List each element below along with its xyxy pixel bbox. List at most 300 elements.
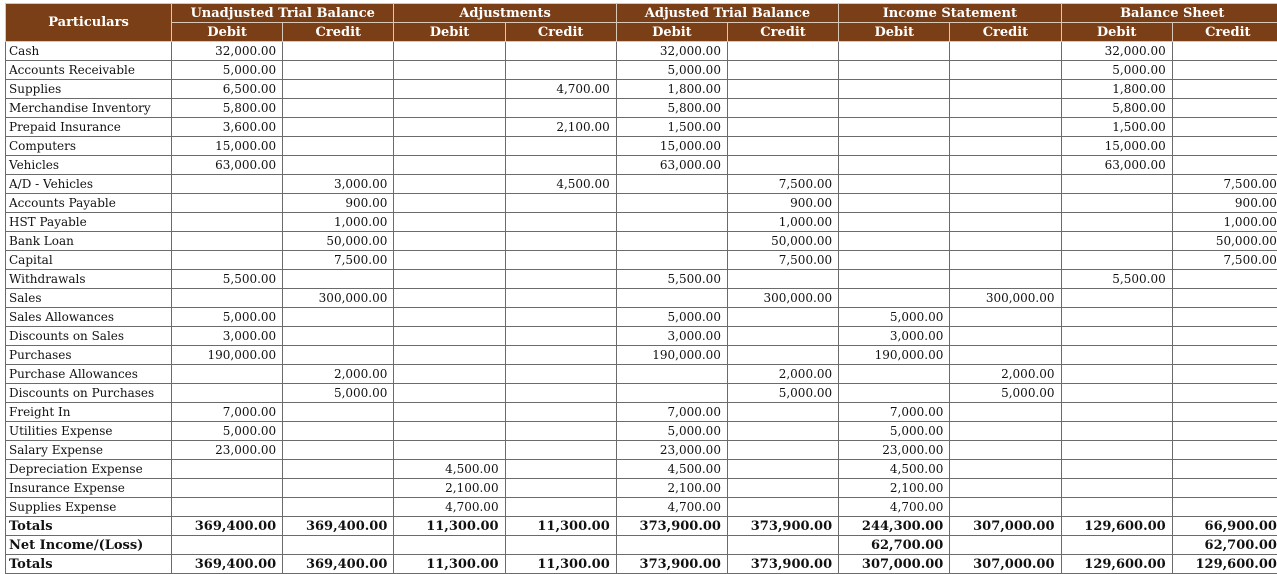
debit-amount-cell xyxy=(839,42,950,61)
debit-amount-cell: 15,000.00 xyxy=(172,137,283,156)
debit-amount-cell: 369,400.00 xyxy=(172,555,283,574)
debit-amount-cell: 5,000.00 xyxy=(616,422,727,441)
debit-amount-cell xyxy=(394,365,505,384)
debit-amount-cell xyxy=(394,308,505,327)
account-name-cell: Discounts on Sales xyxy=(6,327,172,346)
credit-amount-cell xyxy=(283,327,394,346)
credit-amount-cell xyxy=(505,308,616,327)
credit-amount-cell xyxy=(727,61,838,80)
credit-amount-cell xyxy=(950,536,1061,555)
credit-header: Credit xyxy=(1172,23,1277,42)
credit-amount-cell xyxy=(505,403,616,422)
credit-amount-cell: 1,000.00 xyxy=(1172,213,1277,232)
debit-amount-cell xyxy=(172,194,283,213)
debit-amount-cell xyxy=(616,365,727,384)
account-name-cell: Accounts Payable xyxy=(6,194,172,213)
debit-amount-cell xyxy=(394,384,505,403)
credit-amount-cell xyxy=(1172,156,1277,175)
table-row xyxy=(6,175,1277,194)
debit-amount-cell: 7,000.00 xyxy=(616,403,727,422)
debit-amount-cell: 5,800.00 xyxy=(616,99,727,118)
debit-amount-cell xyxy=(394,536,505,555)
debit-amount-cell xyxy=(172,460,283,479)
credit-amount-cell xyxy=(283,441,394,460)
credit-amount-cell xyxy=(1172,270,1277,289)
credit-amount-cell xyxy=(283,42,394,61)
debit-amount-cell xyxy=(1061,441,1172,460)
debit-amount-cell xyxy=(394,251,505,270)
debit-amount-cell: 4,500.00 xyxy=(394,460,505,479)
credit-amount-cell: 7,500.00 xyxy=(283,251,394,270)
credit-amount-cell xyxy=(1172,365,1277,384)
credit-amount-cell: 1,000.00 xyxy=(727,213,838,232)
debit-amount-cell: 5,500.00 xyxy=(172,270,283,289)
debit-amount-cell xyxy=(394,99,505,118)
debit-amount-cell: 23,000.00 xyxy=(616,441,727,460)
debit-amount-cell: 5,500.00 xyxy=(616,270,727,289)
debit-amount-cell xyxy=(1061,498,1172,517)
account-name-cell: Utilities Expense xyxy=(6,422,172,441)
credit-amount-cell: 50,000.00 xyxy=(283,232,394,251)
debit-amount-cell: 3,000.00 xyxy=(616,327,727,346)
table-row xyxy=(6,498,1277,517)
debit-amount-cell xyxy=(839,80,950,99)
credit-amount-cell xyxy=(505,498,616,517)
debit-amount-cell xyxy=(839,61,950,80)
debit-amount-cell xyxy=(172,365,283,384)
credit-amount-cell: 373,900.00 xyxy=(727,555,838,574)
credit-amount-cell xyxy=(505,137,616,156)
credit-amount-cell: 5,000.00 xyxy=(283,384,394,403)
debit-amount-cell xyxy=(172,251,283,270)
debit-amount-cell: 5,000.00 xyxy=(172,422,283,441)
table-row xyxy=(6,441,1277,460)
debit-amount-cell xyxy=(1061,536,1172,555)
credit-amount-cell: 900.00 xyxy=(283,194,394,213)
credit-amount-cell xyxy=(283,536,394,555)
credit-amount-cell xyxy=(283,422,394,441)
debit-amount-cell xyxy=(394,232,505,251)
debit-amount-cell: 63,000.00 xyxy=(1061,156,1172,175)
debit-amount-cell xyxy=(172,175,283,194)
credit-header: Credit xyxy=(727,23,838,42)
credit-amount-cell xyxy=(283,137,394,156)
table-row xyxy=(6,346,1277,365)
account-name-cell: Cash xyxy=(6,42,172,61)
debit-amount-cell xyxy=(394,289,505,308)
credit-amount-cell xyxy=(505,232,616,251)
credit-amount-cell xyxy=(1172,327,1277,346)
credit-amount-cell xyxy=(505,213,616,232)
credit-amount-cell xyxy=(727,422,838,441)
debit-amount-cell: 2,100.00 xyxy=(394,479,505,498)
account-name-cell: Withdrawals xyxy=(6,270,172,289)
debit-amount-cell xyxy=(616,213,727,232)
account-name-cell: Totals xyxy=(6,555,172,574)
credit-amount-cell: 307,000.00 xyxy=(950,555,1061,574)
debit-amount-cell: 1,500.00 xyxy=(616,118,727,137)
debit-amount-cell: 11,300.00 xyxy=(394,555,505,574)
totals-row xyxy=(6,536,1277,555)
account-name-cell: Capital xyxy=(6,251,172,270)
table-row xyxy=(6,251,1277,270)
debit-amount-cell xyxy=(1061,422,1172,441)
credit-amount-cell xyxy=(727,327,838,346)
debit-amount-cell xyxy=(616,175,727,194)
credit-amount-cell: 300,000.00 xyxy=(283,289,394,308)
debit-amount-cell xyxy=(394,422,505,441)
account-name-cell: Discounts on Purchases xyxy=(6,384,172,403)
debit-amount-cell: 3,600.00 xyxy=(172,118,283,137)
credit-amount-cell xyxy=(505,194,616,213)
account-name-cell: Supplies Expense xyxy=(6,498,172,517)
credit-amount-cell xyxy=(283,308,394,327)
table-row xyxy=(6,270,1277,289)
debit-amount-cell xyxy=(394,403,505,422)
account-name-cell: Bank Loan xyxy=(6,232,172,251)
credit-amount-cell xyxy=(950,99,1061,118)
debit-amount-cell: 4,700.00 xyxy=(394,498,505,517)
credit-amount-cell xyxy=(1172,441,1277,460)
debit-amount-cell: 1,500.00 xyxy=(1061,118,1172,137)
debit-amount-cell: 23,000.00 xyxy=(839,441,950,460)
credit-amount-cell xyxy=(505,441,616,460)
debit-header: Debit xyxy=(394,23,505,42)
credit-amount-cell: 307,000.00 xyxy=(950,517,1061,536)
debit-amount-cell: 5,800.00 xyxy=(172,99,283,118)
account-name-cell: Computers xyxy=(6,137,172,156)
debit-header: Debit xyxy=(172,23,283,42)
worksheet-body xyxy=(6,42,1277,574)
credit-amount-cell: 11,300.00 xyxy=(505,517,616,536)
credit-amount-cell xyxy=(727,80,838,99)
debit-amount-cell: 5,000.00 xyxy=(839,308,950,327)
account-name-cell: Insurance Expense xyxy=(6,479,172,498)
debit-amount-cell xyxy=(394,61,505,80)
credit-amount-cell: 11,300.00 xyxy=(505,555,616,574)
credit-amount-cell xyxy=(727,118,838,137)
credit-amount-cell: 2,100.00 xyxy=(505,118,616,137)
debit-amount-cell: 5,000.00 xyxy=(172,61,283,80)
credit-amount-cell: 300,000.00 xyxy=(727,289,838,308)
credit-amount-cell xyxy=(1172,403,1277,422)
credit-amount-cell: 50,000.00 xyxy=(1172,232,1277,251)
credit-amount-cell: 300,000.00 xyxy=(950,289,1061,308)
credit-amount-cell xyxy=(950,194,1061,213)
debit-amount-cell xyxy=(839,156,950,175)
debit-amount-cell: 32,000.00 xyxy=(1061,42,1172,61)
credit-amount-cell xyxy=(727,441,838,460)
debit-amount-cell xyxy=(1061,365,1172,384)
credit-amount-cell xyxy=(727,460,838,479)
credit-amount-cell: 7,500.00 xyxy=(1172,251,1277,270)
debit-amount-cell xyxy=(394,194,505,213)
account-name-cell: Merchandise Inventory xyxy=(6,99,172,118)
account-name-cell: Accounts Receivable xyxy=(6,61,172,80)
debit-amount-cell xyxy=(616,536,727,555)
debit-amount-cell xyxy=(394,441,505,460)
credit-amount-cell: 5,000.00 xyxy=(950,384,1061,403)
table-row xyxy=(6,460,1277,479)
debit-header: Debit xyxy=(839,23,950,42)
credit-amount-cell xyxy=(283,156,394,175)
table-row xyxy=(6,327,1277,346)
debit-amount-cell xyxy=(839,99,950,118)
debit-amount-cell xyxy=(839,384,950,403)
table-row xyxy=(6,308,1277,327)
credit-amount-cell: 4,500.00 xyxy=(505,175,616,194)
credit-amount-cell xyxy=(505,61,616,80)
debit-amount-cell: 62,700.00 xyxy=(839,536,950,555)
debit-amount-cell: 3,000.00 xyxy=(172,327,283,346)
credit-amount-cell xyxy=(950,42,1061,61)
credit-amount-cell xyxy=(505,42,616,61)
credit-amount-cell xyxy=(950,441,1061,460)
credit-amount-cell: 7,500.00 xyxy=(727,175,838,194)
debit-header: Debit xyxy=(1061,23,1172,42)
debit-amount-cell: 32,000.00 xyxy=(172,42,283,61)
debit-amount-cell xyxy=(394,346,505,365)
credit-amount-cell xyxy=(1172,118,1277,137)
debit-amount-cell xyxy=(1061,403,1172,422)
debit-amount-cell xyxy=(839,232,950,251)
table-row xyxy=(6,61,1277,80)
debit-amount-cell: 2,100.00 xyxy=(616,479,727,498)
debit-amount-cell xyxy=(394,118,505,137)
credit-amount-cell xyxy=(1172,42,1277,61)
debit-amount-cell: 3,000.00 xyxy=(839,327,950,346)
account-name-cell: A/D - Vehicles xyxy=(6,175,172,194)
credit-amount-cell xyxy=(505,270,616,289)
table-row xyxy=(6,365,1277,384)
debit-amount-cell: 5,000.00 xyxy=(1061,61,1172,80)
credit-header: Credit xyxy=(283,23,394,42)
debit-amount-cell: 11,300.00 xyxy=(394,517,505,536)
debit-amount-cell: 5,000.00 xyxy=(616,61,727,80)
credit-amount-cell xyxy=(1172,80,1277,99)
credit-amount-cell xyxy=(505,289,616,308)
credit-amount-cell xyxy=(505,346,616,365)
credit-amount-cell xyxy=(950,251,1061,270)
credit-amount-cell: 4,700.00 xyxy=(505,80,616,99)
credit-amount-cell: 373,900.00 xyxy=(727,517,838,536)
debit-amount-cell xyxy=(172,213,283,232)
credit-amount-cell xyxy=(950,213,1061,232)
credit-amount-cell xyxy=(727,99,838,118)
credit-amount-cell xyxy=(950,137,1061,156)
account-name-cell: Purchases xyxy=(6,346,172,365)
credit-amount-cell xyxy=(505,536,616,555)
debit-amount-cell xyxy=(1061,194,1172,213)
credit-amount-cell: 2,000.00 xyxy=(283,365,394,384)
debit-amount-cell: 4,500.00 xyxy=(839,460,950,479)
debit-amount-cell: 4,500.00 xyxy=(616,460,727,479)
credit-amount-cell xyxy=(950,327,1061,346)
credit-amount-cell xyxy=(283,498,394,517)
debit-amount-cell: 190,000.00 xyxy=(616,346,727,365)
group-header-balance-sheet: Balance Sheet xyxy=(1061,4,1277,23)
debit-amount-cell xyxy=(394,175,505,194)
credit-amount-cell xyxy=(505,365,616,384)
debit-amount-cell: 244,300.00 xyxy=(839,517,950,536)
account-name-cell: Freight In xyxy=(6,403,172,422)
particulars-header: Particulars xyxy=(6,4,172,42)
debit-amount-cell xyxy=(172,498,283,517)
debit-amount-cell: 129,600.00 xyxy=(1061,517,1172,536)
debit-amount-cell xyxy=(616,232,727,251)
debit-amount-cell xyxy=(839,289,950,308)
debit-amount-cell xyxy=(394,80,505,99)
credit-amount-cell xyxy=(950,118,1061,137)
debit-amount-cell xyxy=(1061,327,1172,346)
credit-amount-cell xyxy=(727,42,838,61)
debit-amount-cell: 129,600.00 xyxy=(1061,555,1172,574)
credit-amount-cell: 50,000.00 xyxy=(727,232,838,251)
credit-amount-cell xyxy=(283,479,394,498)
credit-amount-cell xyxy=(283,99,394,118)
credit-amount-cell xyxy=(950,61,1061,80)
credit-amount-cell: 900.00 xyxy=(1172,194,1277,213)
debit-amount-cell: 1,800.00 xyxy=(1061,80,1172,99)
credit-amount-cell xyxy=(1172,61,1277,80)
credit-amount-cell xyxy=(1172,384,1277,403)
credit-amount-cell: 2,000.00 xyxy=(727,365,838,384)
debit-amount-cell: 373,900.00 xyxy=(616,517,727,536)
credit-amount-cell xyxy=(727,346,838,365)
debit-amount-cell xyxy=(1061,175,1172,194)
debit-amount-cell xyxy=(839,251,950,270)
credit-amount-cell xyxy=(727,498,838,517)
credit-amount-cell xyxy=(950,232,1061,251)
table-row xyxy=(6,118,1277,137)
credit-amount-cell xyxy=(283,61,394,80)
debit-amount-cell xyxy=(839,175,950,194)
credit-amount-cell xyxy=(950,308,1061,327)
debit-amount-cell xyxy=(1061,479,1172,498)
credit-amount-cell xyxy=(1172,137,1277,156)
table-row xyxy=(6,99,1277,118)
debit-amount-cell: 307,000.00 xyxy=(839,555,950,574)
credit-amount-cell: 369,400.00 xyxy=(283,555,394,574)
debit-amount-cell xyxy=(839,365,950,384)
debit-amount-cell: 190,000.00 xyxy=(172,346,283,365)
credit-amount-cell xyxy=(950,156,1061,175)
credit-amount-cell xyxy=(505,479,616,498)
credit-amount-cell xyxy=(505,99,616,118)
credit-amount-cell xyxy=(283,80,394,99)
debit-amount-cell xyxy=(394,156,505,175)
debit-amount-cell: 7,000.00 xyxy=(839,403,950,422)
debit-amount-cell: 369,400.00 xyxy=(172,517,283,536)
credit-amount-cell xyxy=(505,156,616,175)
credit-amount-cell xyxy=(283,118,394,137)
debit-amount-cell: 63,000.00 xyxy=(172,156,283,175)
credit-amount-cell xyxy=(950,422,1061,441)
credit-amount-cell xyxy=(950,270,1061,289)
table-row xyxy=(6,384,1277,403)
credit-amount-cell xyxy=(950,346,1061,365)
worksheet-table xyxy=(5,3,1277,574)
debit-amount-cell: 6,500.00 xyxy=(172,80,283,99)
debit-amount-cell xyxy=(839,118,950,137)
credit-amount-cell xyxy=(1172,99,1277,118)
credit-amount-cell xyxy=(1172,308,1277,327)
account-name-cell: Totals xyxy=(6,517,172,536)
credit-amount-cell xyxy=(1172,289,1277,308)
credit-amount-cell xyxy=(283,403,394,422)
debit-amount-cell: 190,000.00 xyxy=(839,346,950,365)
debit-amount-cell xyxy=(172,232,283,251)
credit-amount-cell xyxy=(727,156,838,175)
debit-amount-cell: 32,000.00 xyxy=(616,42,727,61)
debit-amount-cell xyxy=(839,137,950,156)
debit-amount-cell xyxy=(616,194,727,213)
table-row xyxy=(6,137,1277,156)
credit-amount-cell xyxy=(950,498,1061,517)
debit-amount-cell xyxy=(1061,213,1172,232)
account-name-cell: Depreciation Expense xyxy=(6,460,172,479)
credit-amount-cell xyxy=(505,251,616,270)
credit-amount-cell xyxy=(727,308,838,327)
debit-amount-cell: 1,800.00 xyxy=(616,80,727,99)
credit-amount-cell: 62,700.00 xyxy=(1172,536,1277,555)
credit-amount-cell xyxy=(950,403,1061,422)
table-row xyxy=(6,403,1277,422)
debit-amount-cell xyxy=(394,213,505,232)
debit-amount-cell xyxy=(616,289,727,308)
account-name-cell: Prepaid Insurance xyxy=(6,118,172,137)
credit-amount-cell xyxy=(283,460,394,479)
debit-amount-cell: 5,500.00 xyxy=(1061,270,1172,289)
debit-amount-cell: 7,000.00 xyxy=(172,403,283,422)
credit-amount-cell: 7,500.00 xyxy=(727,251,838,270)
debit-amount-cell: 5,000.00 xyxy=(616,308,727,327)
account-name-cell: Sales Allowances xyxy=(6,308,172,327)
debit-amount-cell xyxy=(839,194,950,213)
debit-amount-cell xyxy=(172,384,283,403)
debit-amount-cell xyxy=(1061,308,1172,327)
debit-amount-cell xyxy=(1061,384,1172,403)
credit-amount-cell xyxy=(727,536,838,555)
credit-amount-cell xyxy=(1172,479,1277,498)
credit-amount-cell: 129,600.00 xyxy=(1172,555,1277,574)
account-name-cell: Salary Expense xyxy=(6,441,172,460)
credit-amount-cell xyxy=(505,327,616,346)
header-group-row xyxy=(6,4,1277,23)
debit-amount-cell: 23,000.00 xyxy=(172,441,283,460)
credit-amount-cell: 369,400.00 xyxy=(283,517,394,536)
header-debit-credit-row xyxy=(6,23,1277,42)
debit-amount-cell xyxy=(394,327,505,346)
table-row xyxy=(6,156,1277,175)
credit-amount-cell xyxy=(505,422,616,441)
debit-amount-cell xyxy=(839,213,950,232)
debit-amount-cell: 15,000.00 xyxy=(616,137,727,156)
credit-amount-cell: 900.00 xyxy=(727,194,838,213)
credit-amount-cell xyxy=(950,80,1061,99)
debit-amount-cell xyxy=(172,479,283,498)
credit-amount-cell xyxy=(505,384,616,403)
totals-row xyxy=(6,517,1277,536)
table-row xyxy=(6,194,1277,213)
credit-amount-cell: 2,000.00 xyxy=(950,365,1061,384)
debit-amount-cell: 15,000.00 xyxy=(1061,137,1172,156)
credit-amount-cell: 1,000.00 xyxy=(283,213,394,232)
debit-amount-cell xyxy=(172,289,283,308)
credit-amount-cell xyxy=(505,460,616,479)
credit-amount-cell xyxy=(1172,460,1277,479)
credit-amount-cell xyxy=(950,460,1061,479)
